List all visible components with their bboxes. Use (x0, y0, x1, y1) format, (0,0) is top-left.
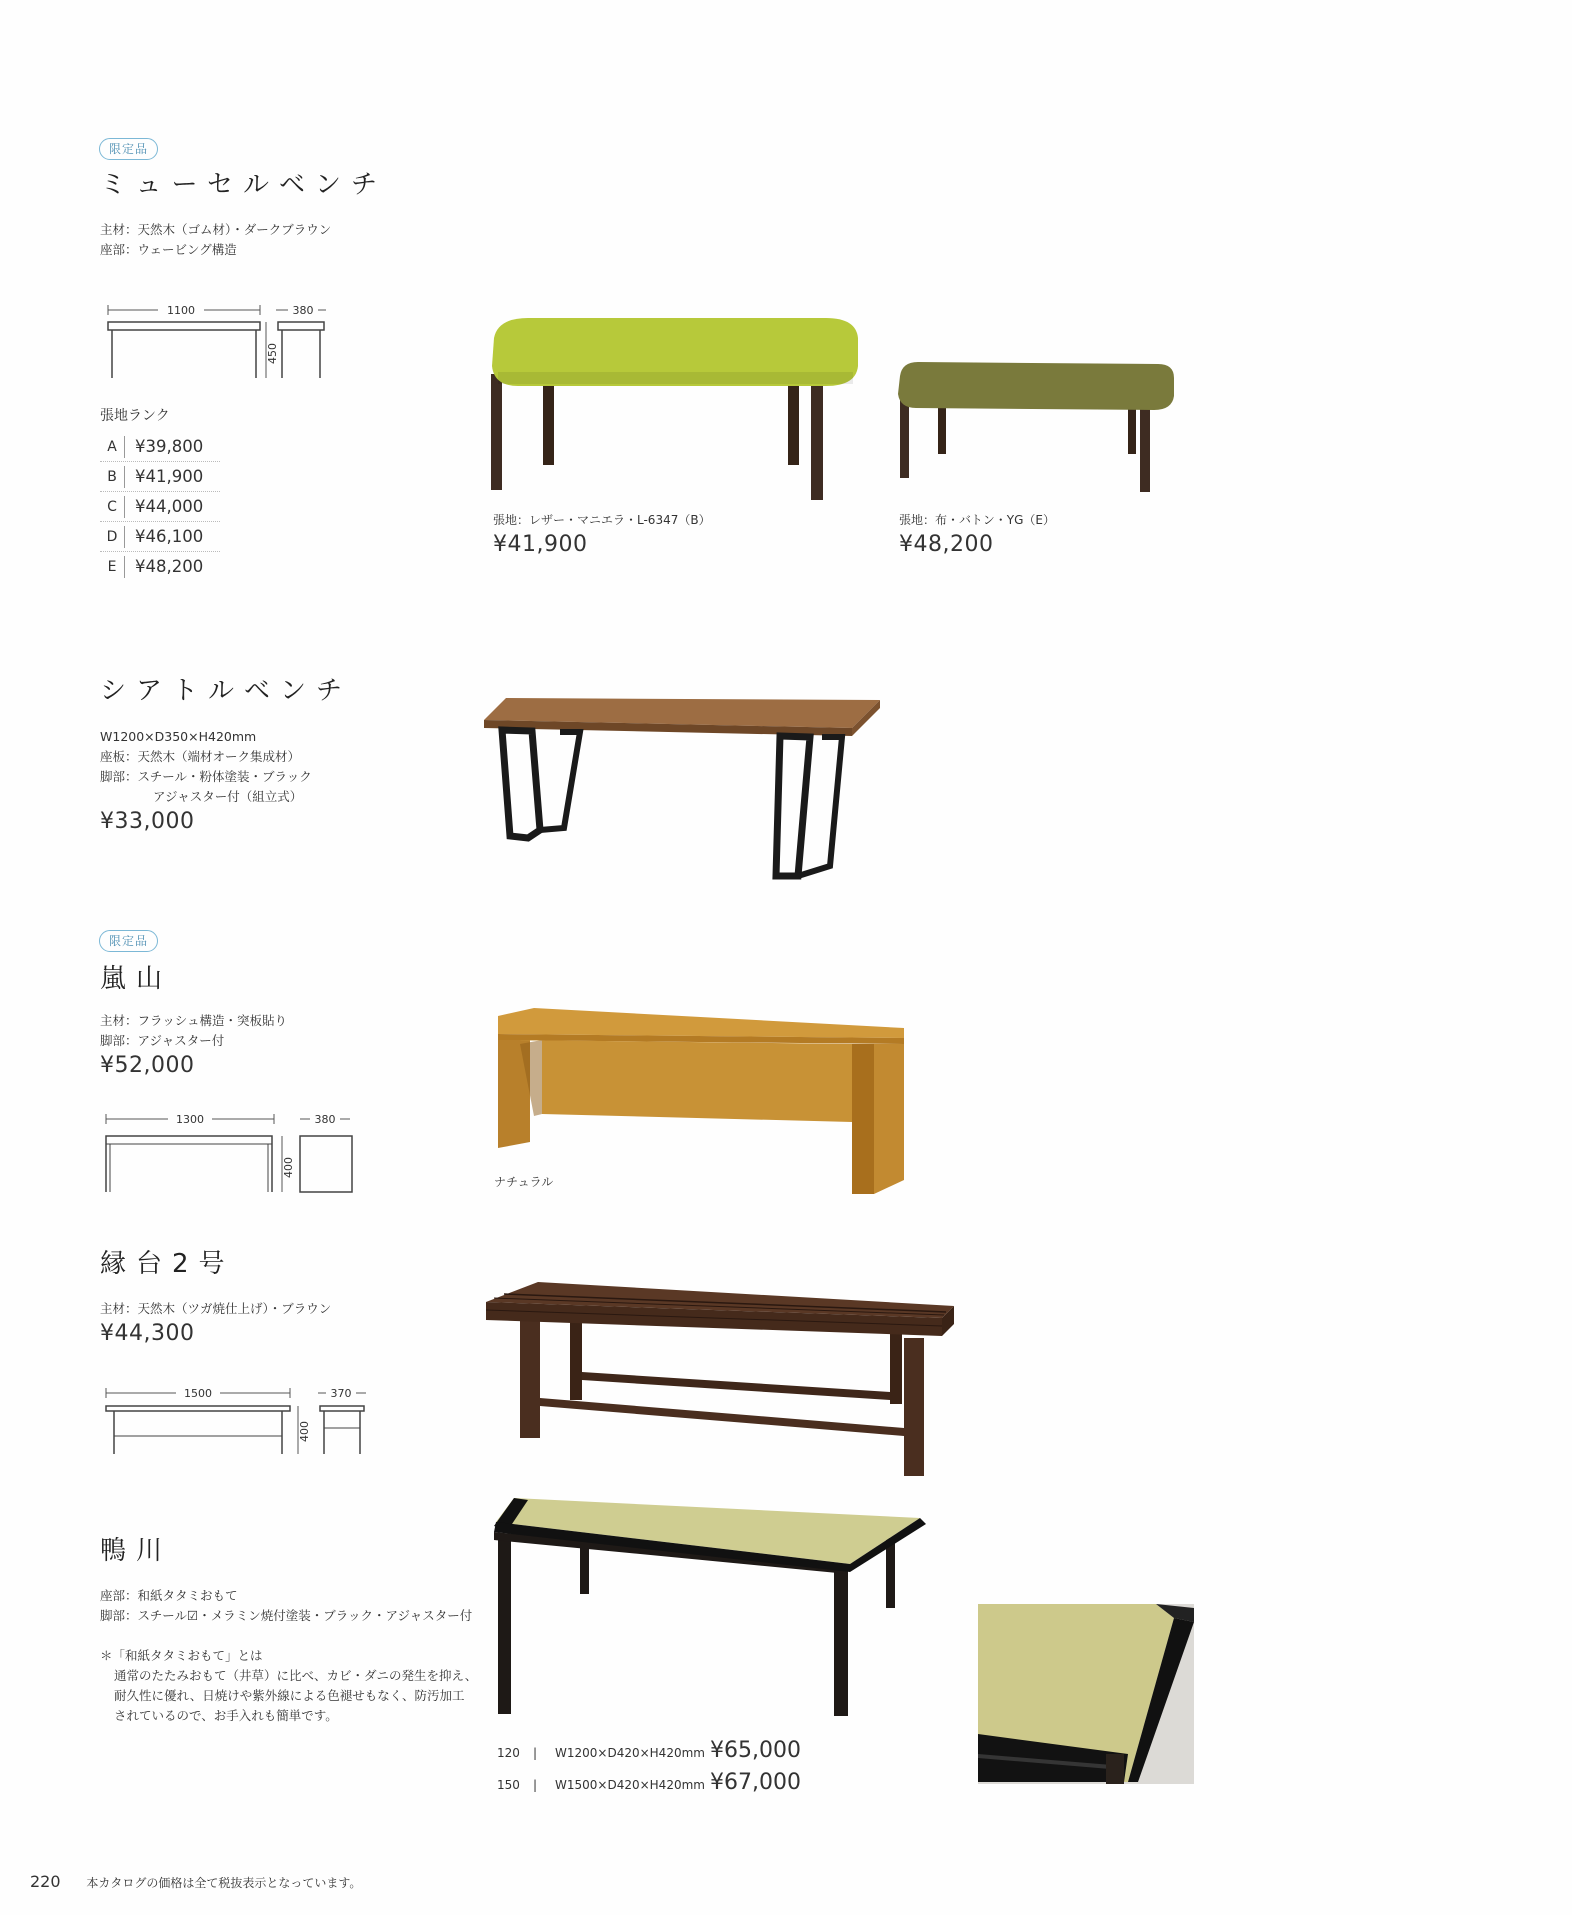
endai-price: ¥44,300 (100, 1321, 195, 1346)
limited-badge: 限定品 (99, 138, 158, 160)
note-line: 通常のたたみおもて（井草）に比べ、カビ・ダニの発生を抑え、 (114, 1668, 478, 1683)
note-line: されているので、お手入れも簡単です。 (114, 1708, 338, 1723)
seattle-bench-image (480, 690, 885, 886)
arashiyama-dim-width: 1300 (176, 1113, 204, 1126)
size-dimensions: W1500×D420×H420mm (555, 1778, 705, 1792)
size-row (497, 1768, 801, 1800)
spec-line: アジャスター付（組立式） (153, 789, 303, 804)
kamogawa-specs (100, 1586, 472, 1626)
arashiyama-bench-image (490, 1004, 910, 1200)
seattle-specs (100, 727, 312, 807)
spec-line: 脚部：スチール・粉体塗装・ブラック (100, 769, 312, 784)
kamogawa-bench-image (488, 1490, 930, 1750)
muesel-dim-height: 450 (266, 343, 279, 364)
endai-specs (100, 1299, 331, 1319)
spec-line: 座部：ウェービング構造 (100, 242, 237, 257)
seattle-price: ¥33,000 (100, 809, 195, 834)
variant-price: ¥48,200 (899, 532, 994, 557)
arashiyama-caption: ナチュラル (494, 1175, 554, 1189)
rank-row (100, 492, 220, 522)
product-title-endai: 縁台2号 (100, 1249, 235, 1279)
rank-price: ¥44,000 (135, 497, 204, 516)
size-row (497, 1736, 801, 1768)
endai-bench-image (484, 1280, 956, 1476)
upholstery-rank-label: 張地ランク (100, 408, 170, 424)
rank-letter: E (100, 556, 125, 578)
arashiyama-dim-height: 400 (282, 1157, 295, 1178)
muesel-specs (100, 220, 331, 260)
upholstery-rank-table (100, 432, 220, 581)
size-price: ¥65,000 (710, 1738, 801, 1763)
variant-caption: 張地：布・バトン・YG（E） (899, 513, 1055, 527)
spec-line: 脚部：スチール☑・メラミン焼付塗装・ブラック・アジャスター付 (100, 1608, 473, 1623)
rank-row (100, 552, 220, 581)
kamogawa-note (100, 1646, 477, 1726)
arashiyama-specs (100, 1011, 287, 1051)
size-code: 150 (497, 1778, 520, 1792)
arashiyama-price: ¥52,000 (100, 1053, 195, 1078)
size-price: ¥67,000 (710, 1770, 801, 1795)
rank-letter: A (100, 436, 125, 458)
spec-line: 主材：天然木（ゴム材）・ダークブラウン (100, 222, 332, 237)
size-code: 120 (497, 1746, 520, 1760)
rank-letter: D (100, 526, 125, 548)
product-title-seattle: シアトルベンチ (100, 676, 353, 706)
rank-row (100, 432, 220, 462)
product-title-arashiyama: 嵐山 (100, 964, 173, 994)
size-sep: | (533, 1778, 538, 1792)
muesel-dim-depth: 380 (292, 304, 314, 317)
kamogawa-sizes (497, 1736, 801, 1800)
arashiyama-dimension-drawing (100, 1110, 360, 1200)
product-title-muesel: ミューセルベンチ (100, 170, 387, 200)
endai-dim-width: 1500 (184, 1387, 212, 1400)
limited-badge: 限定品 (99, 930, 158, 952)
note-line: 耐久性に優れ、日焼けや紫外線による色褪せもなく、防汚加工 (114, 1688, 465, 1703)
endai-dim-height: 400 (298, 1421, 311, 1442)
note-line: ＊「和紙タタミおもて」とは (100, 1648, 263, 1663)
spec-line: 主材：天然木（ツガ焼仕上げ）・ブラウン (100, 1301, 332, 1316)
spec-line: 主材：フラッシュ構造・突板貼り (100, 1013, 288, 1028)
endai-dimension-drawing (100, 1384, 370, 1460)
arashiyama-dim-depth: 380 (314, 1113, 336, 1126)
rank-price: ¥39,800 (135, 437, 204, 456)
spec-line: 座板：天然木（端材オーク集成材） (100, 749, 301, 764)
muesel-leather-bench-image (488, 314, 860, 514)
rank-row (100, 462, 220, 492)
size-sep: | (533, 1746, 538, 1760)
size-dimensions: W1200×D420×H420mm (555, 1746, 705, 1760)
spec-line: 座部：和紙タタミおもて (100, 1588, 238, 1603)
page-footer (30, 1872, 361, 1891)
muesel-dim-width: 1100 (167, 304, 195, 317)
rank-price: ¥46,100 (135, 527, 204, 546)
muesel-fabric-bench-image (896, 360, 1178, 510)
kamogawa-detail-image (978, 1604, 1194, 1784)
variant-caption: 張地：レザー・マニエラ・L-6347（B） (493, 513, 711, 527)
muesel-dimension-drawing (100, 296, 340, 386)
rank-letter: B (100, 466, 125, 488)
rank-letter: C (100, 496, 125, 518)
rank-row (100, 522, 220, 552)
product-title-kamogawa: 鴨川 (100, 1536, 173, 1566)
spec-line: W1200×D350×H420mm (100, 729, 257, 744)
variant-price: ¥41,900 (493, 532, 588, 557)
rank-price: ¥41,900 (135, 467, 204, 486)
spec-line: 脚部：アジャスター付 (100, 1033, 225, 1048)
page-number: 220 (30, 1872, 61, 1891)
footer-note: 本カタログの価格は全て税抜表示となっています。 (86, 1876, 362, 1890)
endai-dim-depth: 370 (330, 1387, 352, 1400)
rank-price: ¥48,200 (135, 557, 204, 576)
